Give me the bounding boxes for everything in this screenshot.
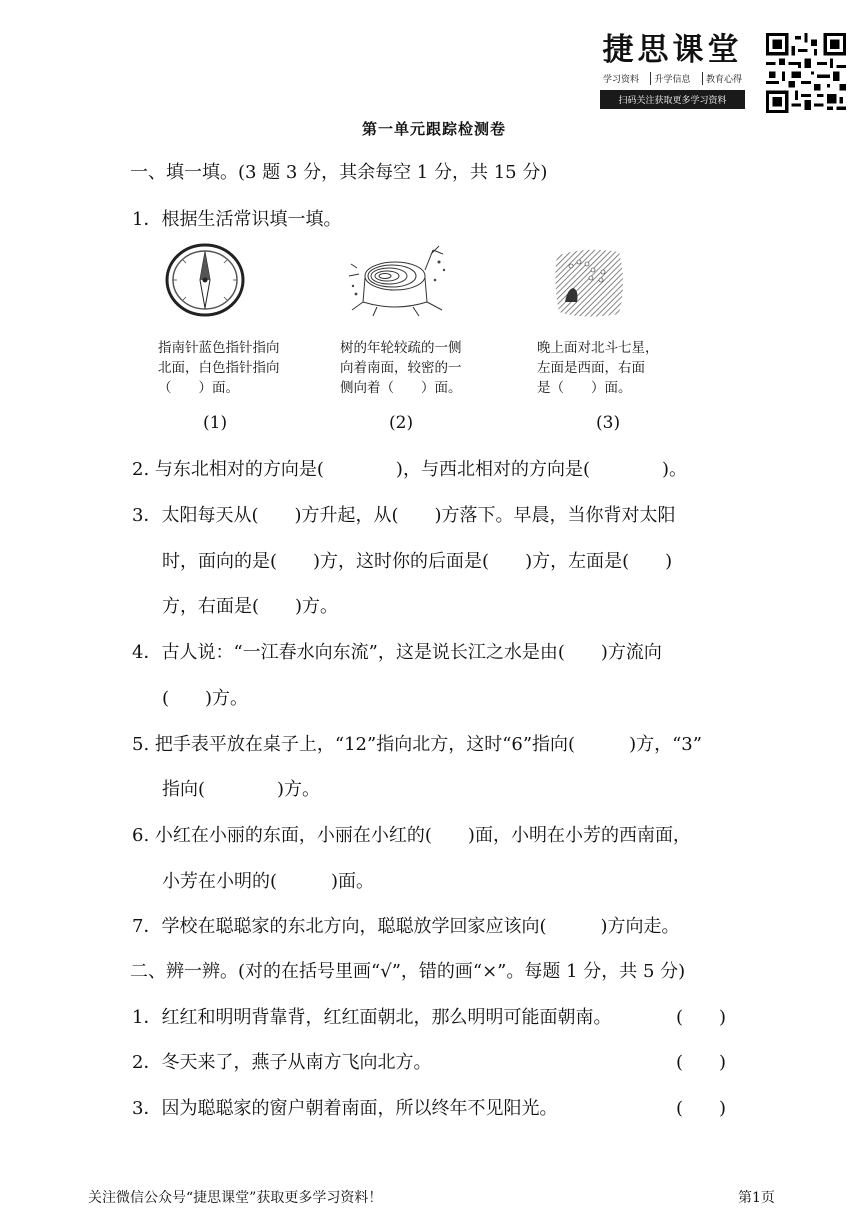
brand-tag: 教育心得 (702, 72, 745, 85)
figure-1-label: (1) (203, 413, 228, 433)
section2-heading: 二、辨一辨。(对的在括号里画“√”，错的画“×”。每题 1 分，共 5 分) (130, 961, 686, 982)
question-3-line-1: 3．太阳每天从( )方升起，从( )方落下。早晨，当你背对太阳 (132, 505, 676, 526)
figure-1-text: 指南针蓝色指针指向 北面，白色指针指向 （ ）面。 (158, 340, 280, 396)
brand-block (600, 30, 745, 109)
question-6-line-2: 小芳在小明的( )面。 (162, 871, 375, 892)
figure-3-text: 晚上面对北斗七星， 左面是西面，右面 是（ ）面。 (537, 340, 659, 396)
judge-answer-bracket-3[interactable]: ( ) (676, 1098, 727, 1119)
brand-logo: 捷思课堂 (602, 32, 743, 68)
judge-answer-bracket-1[interactable]: ( ) (676, 1007, 727, 1028)
question-6-line-1: 6. 小红在小丽的东面，小丽在小红的( )面，小明在小芳的西南面， (132, 825, 691, 846)
brand-bar: 扫码关注获取更多学习资料 (600, 90, 745, 109)
question-3-line-3: 方，右面是( )方。 (162, 596, 339, 617)
figure-3-label: (3) (596, 413, 621, 433)
judge-item-3: 3．因为聪聪家的窗户朝着南面，所以终年不见阳光。 (132, 1098, 558, 1119)
question-3-line-2: 时，面向的是( )方，这时你的后面是( )方，左面是( ) (162, 551, 673, 572)
page-number: 第1页 (738, 1190, 775, 1206)
figure-2-label: (2) (389, 413, 414, 433)
question-1: 1．根据生活常识填一填。 (132, 209, 342, 230)
question-2: 2. 与东北相对的方向是( )，与西北相对的方向是( )。 (132, 459, 687, 480)
section1-heading: 一、填一填。(3 题 3 分，其余每空 1 分，共 15 分) (130, 162, 548, 183)
question-4-line-2: ( )方。 (162, 688, 249, 709)
judge-item-2: 2．冬天来了，燕子从南方飞向北方。 (132, 1052, 432, 1073)
judge-answer-bracket-2[interactable]: ( ) (676, 1052, 727, 1073)
question-7: 7．学校在聪聪家的东北方向，聪聪放学回家应该向( )方向走。 (132, 916, 680, 937)
judge-item-1: 1．红红和明明背靠背，红红面朝北，那么明明可能面朝南。 (132, 1007, 612, 1028)
question-5-line-1: 5. 把手表平放在桌子上，“12”指向北方，这时“6”指向( )方，“3” (132, 734, 702, 755)
question-5-line-2: 指向( )方。 (162, 779, 321, 800)
tree-stump-icon (347, 240, 451, 320)
footer-promo: 关注微信公众号“捷思课堂”获取更多学习资料！ (88, 1190, 383, 1206)
big-dipper-icon (553, 246, 627, 318)
qr-code-icon[interactable] (766, 33, 846, 113)
compass-icon (162, 243, 248, 318)
figure-2-text: 树的年轮较疏的一侧 向着南面，较密的一 侧向着（ ）面。 (340, 340, 462, 396)
brand-tag: 升学信息 (650, 72, 693, 85)
question-4-line-1: 4．古人说：“一江春水向东流”，这是说长江之水是由( )方流向 (132, 642, 662, 663)
brand-tags (600, 72, 745, 85)
brand-tag: 学习资料 (603, 75, 640, 85)
page-title: 第一单元跟踪检测卷 (361, 120, 506, 138)
